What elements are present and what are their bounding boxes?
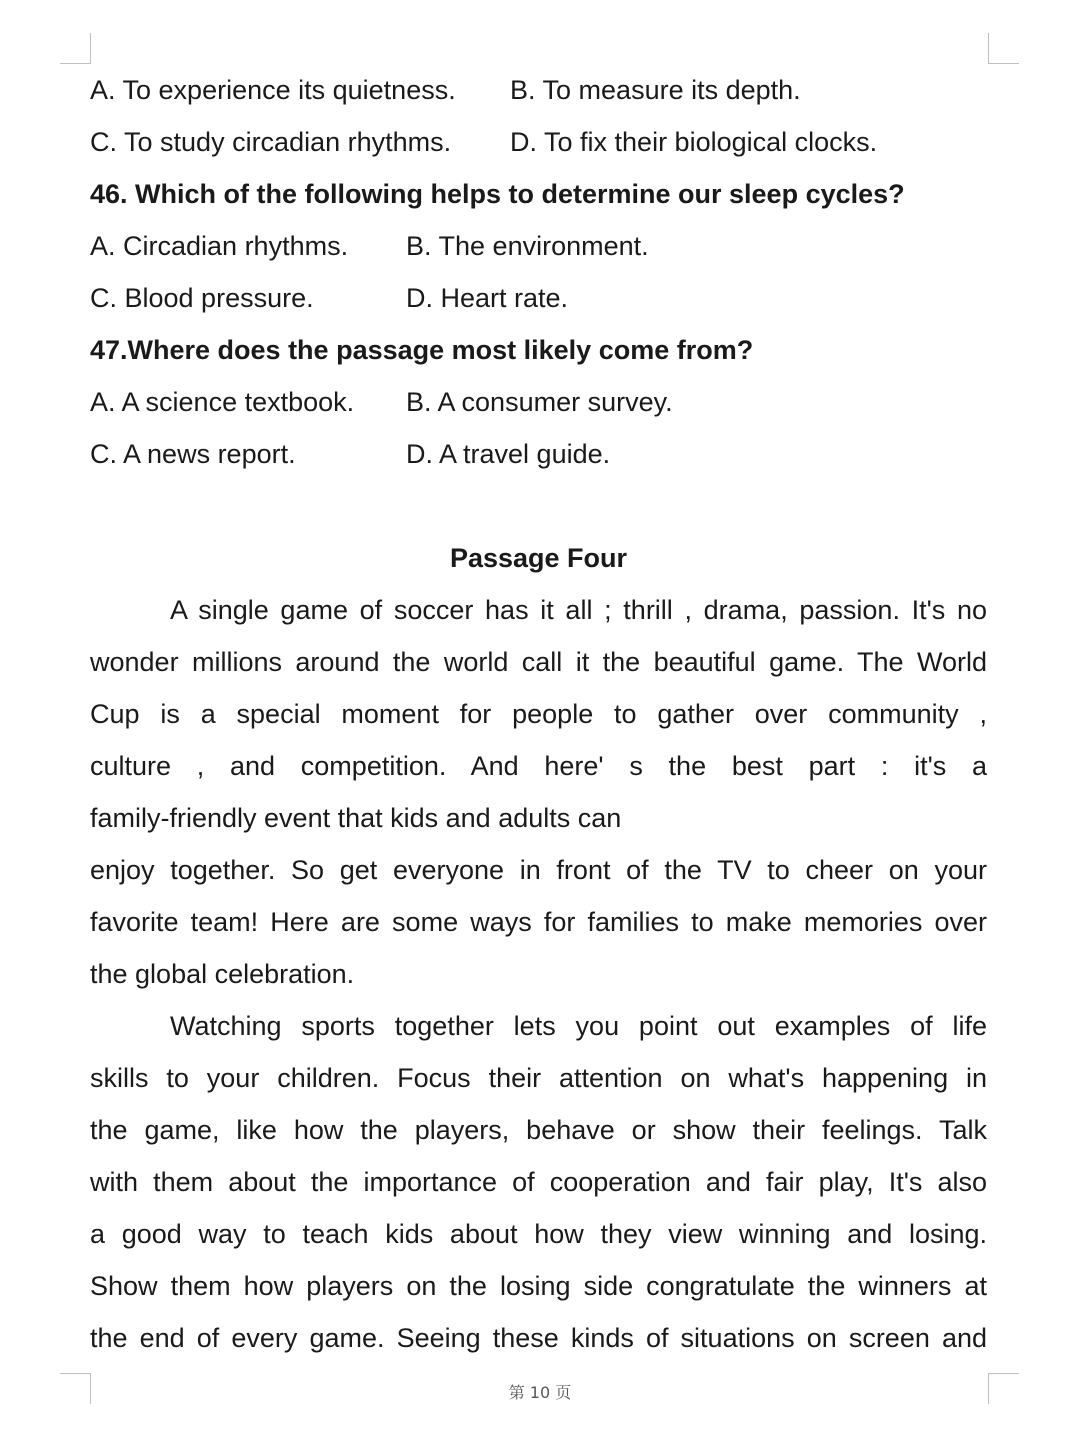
- paragraph-line: culture , and competition. And here' s the best part : it's a: [90, 751, 987, 781]
- q45-option-c: C. To study circadian rhythms.: [90, 127, 452, 157]
- q47-options-row-2: [90, 428, 987, 480]
- q45-option-a: A. To experience its quietness.: [90, 75, 456, 105]
- q47-option-b: B. A consumer survey.: [406, 387, 673, 417]
- paragraph-line: with them about the importance of cooperation and fair play, It's also: [90, 1167, 987, 1197]
- q47-option-a: A. A science textbook.: [90, 387, 355, 417]
- q47-question: 47.Where does the passage most likely come from?: [90, 335, 754, 365]
- paragraph-line: a good way to teach kids about how they view winning and losing.: [90, 1219, 987, 1249]
- passage-paragraph-1: [90, 584, 987, 1000]
- q46-options-row-2: [90, 272, 987, 324]
- q46-options-row-1: [90, 220, 987, 272]
- q45-options-row-2: [90, 116, 987, 168]
- page-content: [90, 64, 987, 1364]
- paragraph-line: enjoy together. So get everyone in front of the TV to cheer on your: [90, 855, 987, 885]
- q46-option-a: A. Circadian rhythms.: [90, 231, 349, 261]
- paragraph-line: skills to your children. Focus their attention on what's happening in: [90, 1063, 987, 1093]
- q46-option-b: B. The environment.: [406, 231, 649, 261]
- paragraph-line: Watching sports together lets you point out examples of life: [170, 1011, 987, 1041]
- corner-mark-top-right: [988, 33, 1019, 64]
- paragraph-line: A single game of soccer has it all ; thrill , drama, passion. It's no: [170, 595, 987, 625]
- paragraph-line: the end of every game. Seeing these kinds of situations on screen and: [90, 1323, 987, 1353]
- passage-title: Passage Four: [449, 543, 628, 573]
- q45-option-d: D. To fix their biological clocks.: [510, 127, 878, 157]
- q46-option-c: C. Blood pressure.: [90, 283, 314, 313]
- paragraph-line: the global celebration.: [90, 959, 355, 989]
- paragraph-line: the game, like how the players, behave or show their feelings. Talk: [90, 1115, 987, 1145]
- corner-mark-top-left: [60, 33, 91, 64]
- paragraph-line: favorite team! Here are some ways for families to make memories over: [90, 907, 987, 937]
- paragraph-line: wonder millions around the world call it the beautiful game. The World: [90, 647, 987, 677]
- q45-option-b: B. To measure its depth.: [510, 75, 801, 105]
- q47-option-d: D. A travel guide.: [406, 439, 611, 469]
- passage-paragraph-2: [90, 1000, 987, 1364]
- q47-options-row-1: [90, 376, 987, 428]
- q47-option-c: C. A news report.: [90, 439, 296, 469]
- paragraph-line: Cup is a special moment for people to gather over community ,: [90, 699, 987, 729]
- q46-question: 46. Which of the following helps to determine our sleep cycles?: [90, 179, 905, 209]
- page-number: 第 10 页: [508, 1383, 572, 1402]
- q46-option-d: D. Heart rate.: [406, 283, 569, 313]
- q45-options-row-1: [90, 64, 987, 116]
- paragraph-line: Show them how players on the losing side congratulate the winners at: [90, 1271, 987, 1301]
- paragraph-line: family-friendly event that kids and adults can: [90, 803, 622, 833]
